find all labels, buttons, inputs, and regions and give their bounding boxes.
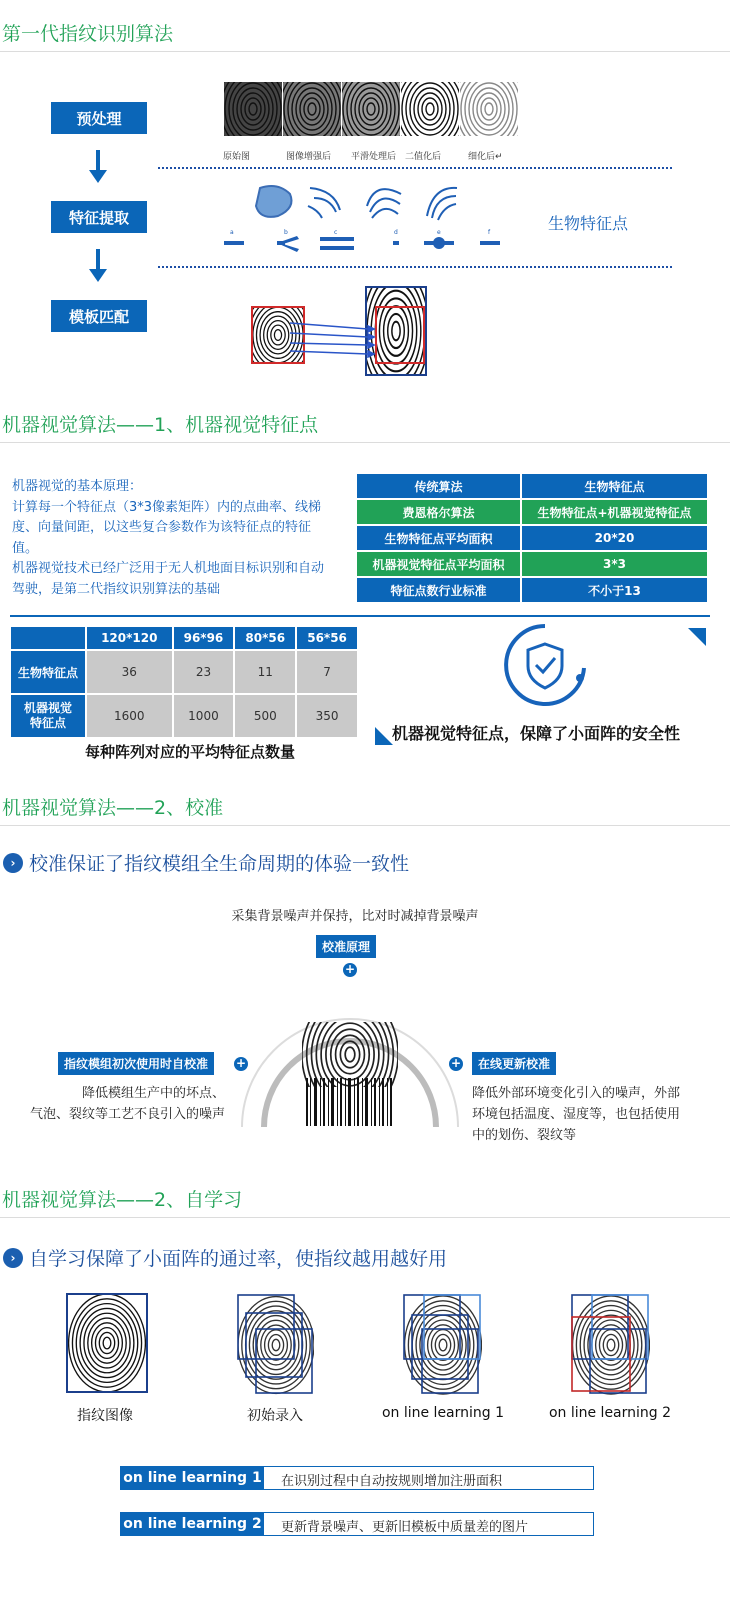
shield-check-icon [500, 620, 590, 710]
section2-title: 机器视觉算法——1、机器视觉特征点 [2, 414, 319, 436]
corner-triangle-icon [688, 628, 706, 646]
template-matching-illustration [250, 285, 430, 377]
fp-smoothed-image [342, 82, 400, 136]
desc-line: 环境包括温度、湿度等，也包括使用 [472, 1107, 681, 1122]
table-header: 56*56 [296, 626, 358, 650]
table-cell: 3*3 [521, 551, 708, 577]
fp-thinned-image [460, 82, 518, 136]
caption-smoothed: 平滑处理后 [351, 152, 397, 162]
caption-enhanced: 图像增强后 [286, 152, 332, 162]
table-cell: 1000 [173, 694, 235, 738]
table-cell: 7 [296, 650, 358, 694]
caption-binarized: 二值化后 [405, 152, 442, 162]
table-cell: 500 [234, 694, 296, 738]
table-cell: 传统算法 [356, 473, 521, 499]
table-cell: 生物特征点平均面积 [356, 525, 521, 551]
count-table-caption: 每种阵列对应的平均特征点数量 [84, 743, 295, 761]
legend-online-learning-1 [120, 1466, 594, 1490]
caption-online-learning-1: on line learning 1 [381, 1405, 505, 1421]
step-feature-extract: 特征提取 [51, 201, 147, 233]
online-update-calibration-desc [472, 1083, 680, 1146]
table-row [10, 694, 358, 738]
table-cell: 23 [173, 650, 235, 694]
table-row [10, 626, 358, 650]
down-arrow-icon [88, 150, 108, 184]
desc-line: 降低外部环境变化引入的噪声，外部 [472, 1086, 681, 1101]
svg-text:e: e [437, 229, 441, 236]
self-learning-bullet [3, 1244, 447, 1271]
down-arrow-icon [88, 249, 108, 283]
plus-icon: + [235, 1056, 247, 1070]
first-use-calibration-desc [10, 1083, 225, 1125]
table-header: 120*120 [86, 626, 173, 650]
caption-fingerprint-image: 指纹图像 [77, 1408, 133, 1424]
table-row [356, 473, 708, 499]
table-row-label: 机器视觉 特征点 [10, 694, 86, 738]
caption-thinned: 细化后↵ [468, 152, 503, 162]
desc-line: 驾驶，是第二代指纹识别算法的基础 [12, 581, 221, 597]
svg-text:c: c [334, 229, 338, 236]
calibration-top-text: 采集背景噪声并保持，比对时减掉背景噪声 [231, 909, 479, 924]
desc-line: 计算每一个特征点（3*3像素矩阵）内的点曲率、线梯 [12, 499, 322, 515]
desc-line: 机器视觉的基本原理： [12, 479, 143, 494]
desc-line: 值。 [12, 540, 39, 556]
online-update-calibration-tag: 在线更新校准 [472, 1052, 556, 1075]
desc-line: 度、向量间距，以这些复合参数作为该特征点的特征 [12, 520, 312, 535]
corner-triangle-icon [375, 727, 393, 745]
table-cell: 生物特征点 [521, 473, 708, 499]
plus-icon: + [344, 962, 356, 976]
table-row [356, 577, 708, 603]
desc-line: 中的划伤、裂纹等 [472, 1128, 577, 1143]
blue-divider [10, 615, 710, 617]
minutiae-features-illustration [222, 180, 512, 255]
table-cell: 36 [86, 650, 173, 694]
section4-title: 机器视觉算法——2、自学习 [2, 1189, 243, 1211]
machine-vision-description [12, 477, 324, 600]
calibration-principle-tag: 校准原理 [316, 935, 376, 958]
calibration-bullet-text: 校准保证了指纹模组全生命周期的体验一致性 [29, 853, 410, 875]
table-row [356, 551, 708, 577]
fp-binarized-image [401, 82, 459, 136]
chevron-right-icon: › [3, 853, 23, 873]
section1-title: 第一代指纹识别算法 [2, 23, 174, 45]
desc-line: 降低模组生产中的坏点、 [81, 1086, 225, 1101]
section2-rule [0, 442, 730, 443]
caption-online-learning-2: on line learning 2 [548, 1405, 672, 1421]
table-row [356, 499, 708, 525]
chevron-right-icon: › [3, 1248, 23, 1268]
table-cell: 生物特征点+机器视觉特征点 [521, 499, 708, 525]
self-learning-bullet-text: 自学习保障了小面阵的通过率，使指纹越用越好用 [29, 1248, 448, 1270]
dotted-divider [158, 167, 672, 169]
feature-points-label: 生物特征点 [548, 214, 629, 233]
fp-enhanced-image [283, 82, 341, 136]
svg-text:f: f [488, 229, 491, 236]
fp-original-image [224, 82, 282, 136]
legend-label: on line learning 1 [121, 1467, 264, 1489]
section3-title: 机器视觉算法——2、校准 [2, 797, 224, 819]
table-cell: 1600 [86, 694, 173, 738]
table-cell: 特征点数行业标准 [356, 577, 521, 603]
section4-rule [0, 1217, 730, 1218]
step-preprocess: 预处理 [51, 102, 147, 134]
calibration-bullet [3, 849, 409, 876]
table-cell: 20*20 [521, 525, 708, 551]
plus-icon: + [450, 1056, 462, 1070]
legend-text: 在识别过程中自动按规则增加注册面积 [281, 1474, 503, 1489]
dotted-divider [158, 266, 672, 268]
table-header: 96*96 [173, 626, 235, 650]
legend-text: 更新背景噪声、更新旧模板中质量差的图片 [281, 1520, 529, 1535]
first-use-calibration-tag: 指纹模组初次使用时自校准 [58, 1052, 214, 1075]
table-cell: 不小于13 [521, 577, 708, 603]
legend-online-learning-2 [120, 1512, 594, 1536]
legend-label: on line learning 2 [121, 1513, 264, 1535]
svg-text:a: a [230, 229, 234, 236]
table-cell: 机器视觉特征点平均面积 [356, 551, 521, 577]
fingerprint-image [66, 1293, 148, 1393]
desc-line: 机器视觉技术已经广泛用于无人机地面目标识别和自动 [12, 561, 325, 576]
caption-original: 原始图 [223, 152, 251, 162]
feature-count-table [9, 625, 359, 739]
table-row [10, 650, 358, 694]
section3-rule [0, 825, 730, 826]
svg-text:d: d [394, 229, 398, 236]
section1-rule [0, 51, 730, 52]
online-learning-1-image [402, 1293, 484, 1397]
caption-initial-enroll: 初始录入 [247, 1408, 303, 1424]
online-learning-2-image [570, 1293, 652, 1397]
table-header [10, 626, 86, 650]
svg-text:b: b [284, 229, 288, 236]
table-row [356, 525, 708, 551]
calibration-diagram [230, 962, 470, 1132]
algorithm-compare-table [355, 472, 709, 604]
table-header: 80*56 [234, 626, 296, 650]
security-caption: 机器视觉特征点，保障了小面阵的安全性 [392, 724, 681, 743]
initial-enroll-image [236, 1293, 316, 1397]
desc-line: 气泡、裂纹等工艺不良引入的噪声 [29, 1107, 225, 1122]
step-template-match: 模板匹配 [51, 300, 147, 332]
table-row-label: 生物特征点 [10, 650, 86, 694]
table-cell: 费恩格尔算法 [356, 499, 521, 525]
table-cell: 350 [296, 694, 358, 738]
table-cell: 11 [234, 650, 296, 694]
